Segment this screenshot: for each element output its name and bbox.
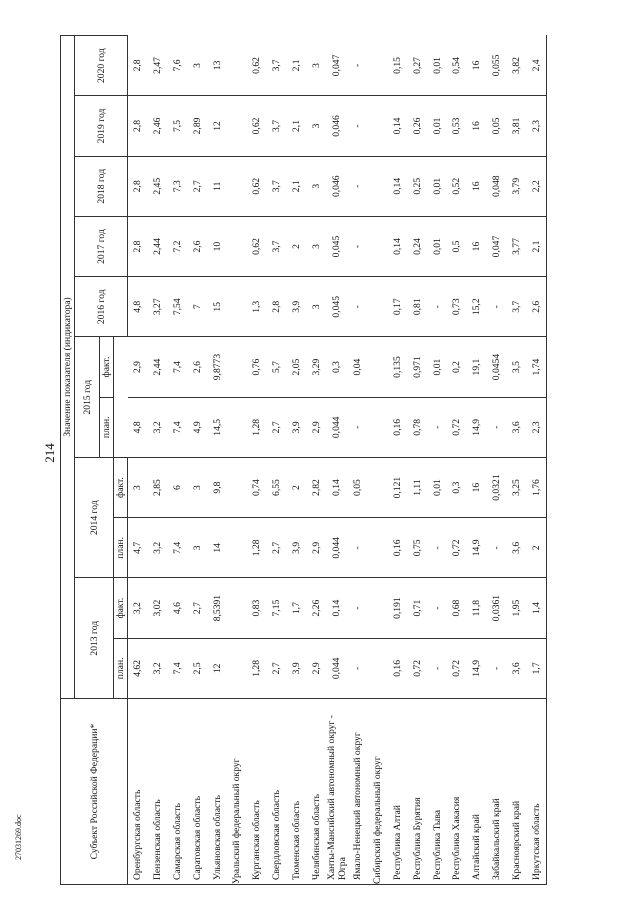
value-cell: 0,971 bbox=[407, 337, 427, 397]
value-cell: 0,72 bbox=[447, 397, 467, 457]
value-cell bbox=[227, 36, 247, 96]
subject-name: Ханты-Мансийский автономный округ - Югра bbox=[326, 699, 348, 885]
value-cell: 2,8 bbox=[267, 277, 287, 337]
table-row bbox=[447, 36, 467, 885]
value-cell: 0,76 bbox=[247, 337, 267, 397]
value-cell: 3 bbox=[306, 156, 326, 216]
value-cell: 16 bbox=[467, 96, 487, 156]
table-row bbox=[267, 36, 287, 885]
value-cell: - bbox=[348, 638, 368, 698]
group-row bbox=[368, 36, 388, 885]
value-cell: 3,7 bbox=[267, 156, 287, 216]
value-cell: 7,4 bbox=[168, 638, 188, 698]
value-cell: 2,7 bbox=[267, 397, 287, 457]
value-cell: 3,7 bbox=[267, 36, 287, 96]
table-row bbox=[326, 36, 348, 885]
value-cell: 2,8 bbox=[128, 36, 148, 96]
value-cell bbox=[227, 397, 247, 457]
value-cell: 8,5391 bbox=[207, 578, 227, 638]
value-cell: 2,9 bbox=[306, 518, 326, 578]
table-row bbox=[407, 36, 427, 885]
value-cell: 3 bbox=[306, 36, 326, 96]
table-row bbox=[348, 36, 368, 885]
value-cell: 2,8 bbox=[128, 156, 148, 216]
value-cell: 0,0454 bbox=[487, 337, 507, 397]
value-cell: 2,44 bbox=[148, 216, 168, 276]
value-cell bbox=[227, 518, 247, 578]
value-cell: 0,01 bbox=[427, 457, 447, 517]
value-cell: 3 bbox=[187, 36, 207, 96]
value-cell bbox=[368, 638, 388, 698]
value-cell: - bbox=[348, 578, 368, 638]
value-cell: 4,8 bbox=[128, 397, 148, 457]
value-cell: 3,7 bbox=[267, 216, 287, 276]
value-cell: 0,27 bbox=[407, 36, 427, 96]
value-cell: 2,4 bbox=[526, 36, 546, 96]
subject-name: Алтайский край bbox=[467, 699, 487, 885]
value-cell: 0,0321 bbox=[487, 457, 507, 517]
subject-name: Республика Тыва bbox=[427, 699, 447, 885]
year-header-2013: 2013 год bbox=[75, 578, 114, 699]
value-cell: 1,76 bbox=[526, 457, 546, 517]
value-cell: 7,15 bbox=[267, 578, 287, 638]
value-cell: 2,1 bbox=[286, 36, 306, 96]
value-cell bbox=[227, 277, 247, 337]
value-cell: 2,7 bbox=[187, 156, 207, 216]
value-cell: 2,26 bbox=[306, 578, 326, 638]
value-cell: 7,4 bbox=[168, 337, 188, 397]
subject-name: Курганская область bbox=[247, 699, 267, 885]
value-cell: 3 bbox=[187, 457, 207, 517]
value-cell: 14,9 bbox=[467, 638, 487, 698]
value-cell: 0,05 bbox=[348, 457, 368, 517]
value-cell bbox=[368, 397, 388, 457]
value-cell: 3,7 bbox=[267, 96, 287, 156]
value-cell: 3,7 bbox=[506, 277, 526, 337]
value-cell bbox=[227, 457, 247, 517]
value-cell: 2,82 bbox=[306, 457, 326, 517]
value-cell: 3,25 bbox=[506, 457, 526, 517]
value-cell: 2,8 bbox=[128, 96, 148, 156]
value-cell: 7,5 bbox=[168, 96, 188, 156]
value-cell: 0,047 bbox=[487, 216, 507, 276]
value-cell: 6,55 bbox=[267, 457, 287, 517]
subject-name: Забайкальский край bbox=[487, 699, 507, 885]
value-cell: 2,2 bbox=[526, 156, 546, 216]
value-cell: 11 bbox=[207, 156, 227, 216]
value-cell: 0,83 bbox=[247, 578, 267, 638]
group-row bbox=[227, 36, 247, 885]
table-header bbox=[61, 36, 128, 885]
value-cell: 3,02 bbox=[148, 578, 168, 638]
value-cell: - bbox=[487, 518, 507, 578]
subject-name: Тюменская область bbox=[286, 699, 306, 885]
value-cell: 2 bbox=[286, 216, 306, 276]
value-cell: 0,14 bbox=[388, 216, 408, 276]
value-cell: 0,16 bbox=[388, 397, 408, 457]
document-id: 27031269.doc bbox=[14, 814, 23, 860]
value-cell: 3 bbox=[306, 96, 326, 156]
value-cell: 0,68 bbox=[447, 578, 467, 638]
value-cell: 2,6 bbox=[526, 277, 546, 337]
value-cell: 12 bbox=[207, 96, 227, 156]
value-cell: 0,72 bbox=[447, 638, 467, 698]
value-cell: 0,044 bbox=[326, 518, 348, 578]
value-cell: 0,81 bbox=[407, 277, 427, 337]
year-header-2017: 2017 год bbox=[75, 216, 128, 276]
value-cell: 0,01 bbox=[427, 96, 447, 156]
value-cell: 3,29 bbox=[306, 337, 326, 397]
value-cell bbox=[368, 216, 388, 276]
value-cell: 0,045 bbox=[326, 277, 348, 337]
value-cell: 1,74 bbox=[526, 337, 546, 397]
value-cell: 2,05 bbox=[286, 337, 306, 397]
value-cell: 1,28 bbox=[247, 397, 267, 457]
year-header-2020: 2020 год bbox=[75, 36, 128, 96]
value-cell bbox=[368, 96, 388, 156]
value-cell: 2,6 bbox=[187, 337, 207, 397]
value-cell: 3,77 bbox=[506, 216, 526, 276]
value-cell bbox=[368, 277, 388, 337]
value-cell: 1,95 bbox=[506, 578, 526, 638]
value-cell: 3,9 bbox=[286, 397, 306, 457]
value-cell: 0,01 bbox=[427, 36, 447, 96]
value-cell: 2,46 bbox=[148, 96, 168, 156]
value-cell bbox=[227, 638, 247, 698]
value-cell: 4,8 bbox=[128, 277, 148, 337]
value-cell: 0,26 bbox=[407, 96, 427, 156]
value-cell: 3,6 bbox=[506, 397, 526, 457]
value-cell: 4,9 bbox=[187, 397, 207, 457]
value-cell: 0,14 bbox=[388, 156, 408, 216]
table-row bbox=[207, 36, 227, 885]
value-cell: - bbox=[348, 36, 368, 96]
value-cell: 2,3 bbox=[526, 397, 546, 457]
value-cell: 0,78 bbox=[407, 397, 427, 457]
value-cell: 0,53 bbox=[447, 96, 467, 156]
value-cell: - bbox=[487, 277, 507, 337]
value-cell: 9,8 bbox=[207, 457, 227, 517]
sub-header-plan: план. bbox=[114, 638, 128, 698]
value-cell: - bbox=[348, 156, 368, 216]
value-cell: 0,3 bbox=[326, 337, 348, 397]
value-cell: 0,75 bbox=[407, 518, 427, 578]
value-cell: 0,16 bbox=[388, 638, 408, 698]
subject-name: Республика Бурятия bbox=[407, 699, 427, 885]
table-row bbox=[427, 36, 447, 885]
value-cell: 0,5 bbox=[447, 216, 467, 276]
value-cell: 10 bbox=[207, 216, 227, 276]
value-cell: 0,73 bbox=[447, 277, 467, 337]
value-cell: 2 bbox=[526, 518, 546, 578]
value-cell: 3,6 bbox=[506, 638, 526, 698]
subject-name: Челябинская область bbox=[306, 699, 326, 885]
value-cell bbox=[227, 156, 247, 216]
subject-name: Ульяновская область bbox=[207, 699, 227, 885]
sub-header-plan: план. bbox=[114, 518, 128, 578]
district-name: Уральский федеральный округ bbox=[227, 699, 247, 885]
subject-name: Республика Алтай bbox=[388, 699, 408, 885]
value-cell: 2,89 bbox=[187, 96, 207, 156]
subject-name: Пензенская область bbox=[148, 699, 168, 885]
value-cell: 2,85 bbox=[148, 457, 168, 517]
value-cell: 7,4 bbox=[168, 518, 188, 578]
value-cell: 2,44 bbox=[148, 337, 168, 397]
value-cell: 3 bbox=[306, 277, 326, 337]
value-cell: 0,3 bbox=[447, 457, 467, 517]
value-cell: 19,1 bbox=[467, 337, 487, 397]
value-cell: 0,045 bbox=[326, 216, 348, 276]
subject-column-header: Субъект Российской Федерации* bbox=[61, 699, 128, 885]
value-cell bbox=[227, 96, 247, 156]
sub-header-fact: факт. bbox=[100, 337, 114, 397]
value-cell: - bbox=[427, 397, 447, 457]
page-number: 214 bbox=[42, 443, 57, 463]
value-cell: 2,45 bbox=[148, 156, 168, 216]
value-cell: 1,7 bbox=[526, 638, 546, 698]
value-cell: 2,9 bbox=[128, 337, 148, 397]
value-cell: 0,62 bbox=[247, 216, 267, 276]
value-cell: 3 bbox=[306, 216, 326, 276]
value-cell: 16 bbox=[467, 156, 487, 216]
value-cell: 1,4 bbox=[526, 578, 546, 638]
value-cell: 4,7 bbox=[128, 518, 148, 578]
value-cell: 2,1 bbox=[286, 156, 306, 216]
value-cell: 0,54 bbox=[447, 36, 467, 96]
value-cell: 7,4 bbox=[168, 397, 188, 457]
value-cell: 0,046 bbox=[326, 96, 348, 156]
value-cell: 16 bbox=[467, 216, 487, 276]
subject-name: Ямало-Ненецкий автономный округ bbox=[348, 699, 368, 885]
value-cell: 2 bbox=[286, 457, 306, 517]
value-cell: 9,8773 bbox=[207, 337, 227, 397]
value-cell: 2,7 bbox=[187, 578, 207, 638]
sub-header-fact: факт. bbox=[114, 457, 128, 517]
value-cell: 3,2 bbox=[128, 578, 148, 638]
value-cell: 3 bbox=[128, 457, 148, 517]
value-cell: 0,15 bbox=[388, 36, 408, 96]
year-header-2019: 2019 год bbox=[75, 96, 128, 156]
value-cell: 2,6 bbox=[187, 216, 207, 276]
value-cell: 3,81 bbox=[506, 96, 526, 156]
value-cell: 2,9 bbox=[306, 638, 326, 698]
value-cell: 0,71 bbox=[407, 578, 427, 638]
value-cell: 3,9 bbox=[286, 638, 306, 698]
value-cell: 3,27 bbox=[148, 277, 168, 337]
table-row bbox=[247, 36, 267, 885]
value-cell: 0,121 bbox=[388, 457, 408, 517]
value-cell: 0,14 bbox=[326, 578, 348, 638]
value-cell bbox=[368, 578, 388, 638]
value-cell: 2,7 bbox=[267, 518, 287, 578]
value-cell: 2,8 bbox=[128, 216, 148, 276]
value-cell: 0,62 bbox=[247, 96, 267, 156]
table-row bbox=[128, 36, 148, 885]
sub-header-fact: факт. bbox=[114, 578, 128, 638]
value-cell: 0,047 bbox=[326, 36, 348, 96]
value-cell: 3,79 bbox=[506, 156, 526, 216]
value-cell bbox=[368, 36, 388, 96]
value-cell: 3,5 bbox=[506, 337, 526, 397]
table-row bbox=[187, 36, 207, 885]
value-cell: 3,82 bbox=[506, 36, 526, 96]
value-cell: 0,055 bbox=[487, 36, 507, 96]
value-cell: 2,9 bbox=[306, 397, 326, 457]
value-cell: 3,6 bbox=[506, 518, 526, 578]
value-cell: 16 bbox=[467, 36, 487, 96]
value-cell: - bbox=[348, 96, 368, 156]
value-cell: 6 bbox=[168, 457, 188, 517]
value-cell: 1,7 bbox=[286, 578, 306, 638]
value-cell: 3 bbox=[187, 518, 207, 578]
value-cell bbox=[227, 216, 247, 276]
value-cell: 0,048 bbox=[487, 156, 507, 216]
value-cell: 3,2 bbox=[148, 518, 168, 578]
table-row bbox=[148, 36, 168, 885]
value-cell: 5,7 bbox=[267, 337, 287, 397]
district-name: Сибирский федеральный округ bbox=[368, 699, 388, 885]
value-cell bbox=[368, 156, 388, 216]
value-cell: 0,044 bbox=[326, 638, 348, 698]
sub-header-plan: план. bbox=[100, 397, 114, 457]
subject-name: Саратовская область bbox=[187, 699, 207, 885]
indicator-table bbox=[60, 35, 547, 885]
subject-name: Республика Хакасия bbox=[447, 699, 467, 885]
value-cell: 0,62 bbox=[247, 156, 267, 216]
value-cell bbox=[368, 518, 388, 578]
value-cell bbox=[227, 337, 247, 397]
table-row bbox=[526, 36, 546, 885]
value-cell: 13 bbox=[207, 36, 227, 96]
value-cell: 0,2 bbox=[447, 337, 467, 397]
value-cell: - bbox=[427, 638, 447, 698]
year-header-2015: 2015 год bbox=[75, 337, 100, 458]
value-cell: 4,62 bbox=[128, 638, 148, 698]
value-cell: 0,01 bbox=[427, 337, 447, 397]
value-cell: 0,52 bbox=[447, 156, 467, 216]
value-cell: - bbox=[348, 216, 368, 276]
value-cell: - bbox=[348, 277, 368, 337]
table-row bbox=[168, 36, 188, 885]
value-cell: 7,54 bbox=[168, 277, 188, 337]
year-header-2016: 2016 год bbox=[75, 277, 128, 337]
value-cell: 0,25 bbox=[407, 156, 427, 216]
value-cell bbox=[368, 337, 388, 397]
value-cell: 0,62 bbox=[247, 36, 267, 96]
value-cell bbox=[368, 457, 388, 517]
value-cell: 14,9 bbox=[467, 518, 487, 578]
value-cell: 7,6 bbox=[168, 36, 188, 96]
subject-name: Свердловская область bbox=[267, 699, 287, 885]
value-cell: - bbox=[487, 397, 507, 457]
value-cell: 1,28 bbox=[247, 638, 267, 698]
value-cell: 11,8 bbox=[467, 578, 487, 638]
value-cell: 3,2 bbox=[148, 397, 168, 457]
value-cell: 14 bbox=[207, 518, 227, 578]
value-cell: 0,04 bbox=[348, 337, 368, 397]
value-cell: 4,6 bbox=[168, 578, 188, 638]
value-cell: - bbox=[348, 518, 368, 578]
value-cell: 0,72 bbox=[407, 638, 427, 698]
value-cell: - bbox=[427, 277, 447, 337]
value-cell: 1,28 bbox=[247, 518, 267, 578]
value-cell: 7,3 bbox=[168, 156, 188, 216]
value-cell: 0,72 bbox=[447, 518, 467, 578]
value-cell: 3,9 bbox=[286, 518, 306, 578]
value-cell: 3,2 bbox=[148, 638, 168, 698]
value-cell: 0,74 bbox=[247, 457, 267, 517]
indicator-header: Значение показателя (индикатора) bbox=[61, 36, 75, 699]
value-cell: 0,135 bbox=[388, 337, 408, 397]
value-cell: 15 bbox=[207, 277, 227, 337]
value-cell: 0,046 bbox=[326, 156, 348, 216]
value-cell: 14,5 bbox=[207, 397, 227, 457]
year-header-2014: 2014 год bbox=[75, 457, 114, 578]
value-cell: 0,17 bbox=[388, 277, 408, 337]
value-cell: 2,7 bbox=[267, 638, 287, 698]
value-cell: - bbox=[348, 397, 368, 457]
value-cell: 0,24 bbox=[407, 216, 427, 276]
table-row bbox=[506, 36, 526, 885]
value-cell: 0,01 bbox=[427, 156, 447, 216]
value-cell: 0,05 bbox=[487, 96, 507, 156]
table-row bbox=[487, 36, 507, 885]
value-cell bbox=[227, 578, 247, 638]
value-cell: 0,14 bbox=[326, 457, 348, 517]
value-cell: 0,191 bbox=[388, 578, 408, 638]
value-cell: 0,14 bbox=[388, 96, 408, 156]
value-cell: - bbox=[487, 638, 507, 698]
value-cell: 7 bbox=[187, 277, 207, 337]
value-cell: - bbox=[427, 578, 447, 638]
year-header-2018: 2018 год bbox=[75, 156, 128, 216]
value-cell: 15,2 bbox=[467, 277, 487, 337]
rotated-table-container bbox=[60, 35, 620, 885]
subject-name: Красноярский край bbox=[506, 699, 526, 885]
table-row bbox=[286, 36, 306, 885]
subject-name: Оренбургская область bbox=[128, 699, 148, 885]
value-cell: 2,1 bbox=[286, 96, 306, 156]
value-cell: 0,16 bbox=[388, 518, 408, 578]
value-cell: 1,3 bbox=[247, 277, 267, 337]
value-cell: 2,3 bbox=[526, 96, 546, 156]
value-cell: 2,47 bbox=[148, 36, 168, 96]
table-body bbox=[128, 36, 547, 885]
value-cell: 12 bbox=[207, 638, 227, 698]
value-cell: 2,5 bbox=[187, 638, 207, 698]
value-cell: 1,11 bbox=[407, 457, 427, 517]
value-cell: 0,0361 bbox=[487, 578, 507, 638]
table-row bbox=[388, 36, 408, 885]
table-row bbox=[467, 36, 487, 885]
value-cell: 0,01 bbox=[427, 216, 447, 276]
value-cell: 16 bbox=[467, 457, 487, 517]
value-cell: 2,1 bbox=[526, 216, 546, 276]
subject-name: Самарская область bbox=[168, 699, 188, 885]
value-cell: 14,9 bbox=[467, 397, 487, 457]
table-row bbox=[306, 36, 326, 885]
value-cell: 3,9 bbox=[286, 277, 306, 337]
value-cell: 0,044 bbox=[326, 397, 348, 457]
value-cell: 7,2 bbox=[168, 216, 188, 276]
value-cell: - bbox=[427, 518, 447, 578]
subject-name: Иркутская область bbox=[526, 699, 546, 885]
